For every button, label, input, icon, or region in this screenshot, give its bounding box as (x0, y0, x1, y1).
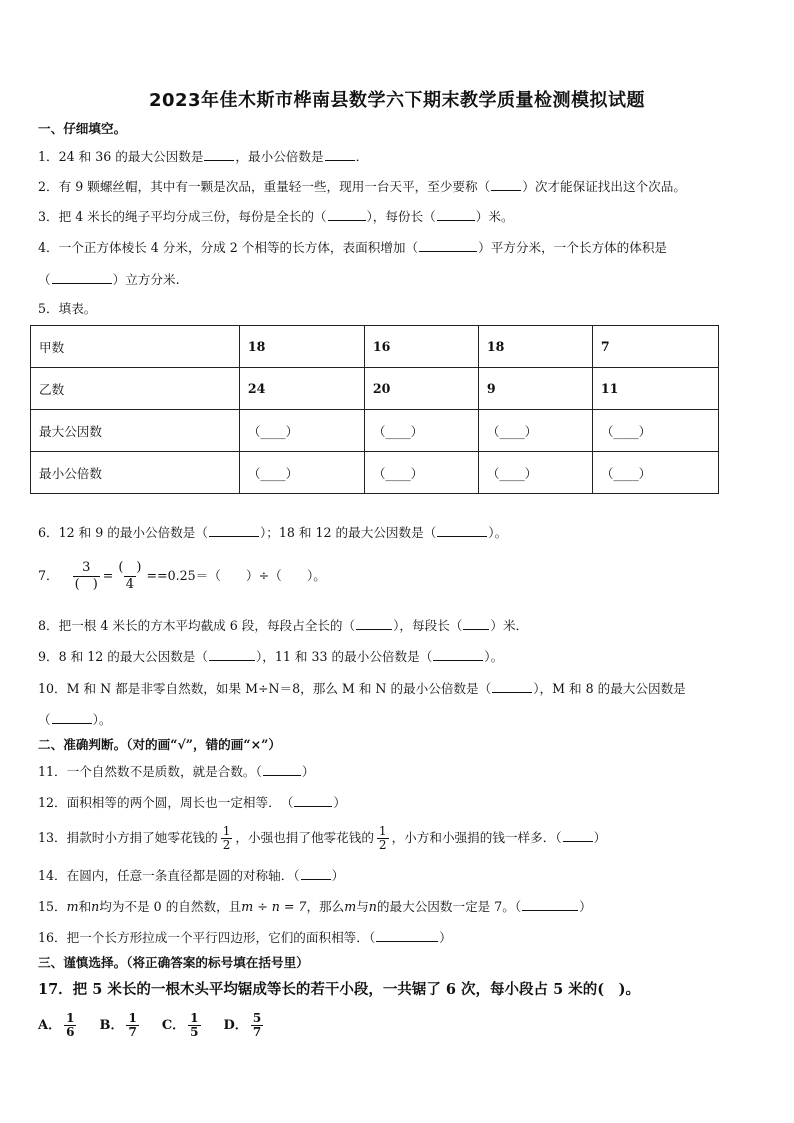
table-cell[interactable]: （____） (478, 452, 592, 494)
table-cell: 18 (239, 326, 364, 368)
q13-text-b: ，小强也捐了他零花钱的 (235, 830, 374, 845)
q4-text-d: ）立方分米. (112, 272, 180, 287)
q7-number: 7． (38, 568, 59, 583)
question-2 (38, 178, 686, 195)
question-8 (38, 617, 528, 634)
q15-text-g: ） (579, 899, 592, 914)
question-4 (38, 239, 667, 256)
fill-table (30, 325, 719, 494)
q8-blank-1[interactable] (356, 617, 392, 630)
q9-blank-1[interactable] (209, 648, 255, 661)
q15-text-a: 15． (38, 899, 67, 914)
question-3 (38, 208, 514, 225)
q3-blank-1[interactable] (328, 208, 366, 221)
q6-text-b: ）；18 和 12 的最大公因数是（ (260, 525, 437, 540)
question-16 (38, 929, 452, 946)
q15-expression: m ÷ n = 7 (241, 899, 307, 914)
question-4-cont (38, 271, 180, 288)
table-cell[interactable]: （____） (364, 410, 478, 452)
q10-blank-2[interactable] (52, 711, 92, 724)
q10-text-b: ），M 和 8 的最大公因数是 (533, 681, 686, 696)
question-17-options (38, 1006, 286, 1045)
option-label: C． (161, 1018, 186, 1033)
q10-text-c: （ (38, 712, 51, 727)
q7-f2-numerator[interactable]: ( ) (118, 560, 142, 575)
q13-f2-num: 1 (378, 824, 387, 838)
q4-blank-1[interactable] (419, 239, 477, 252)
q15-text-d: ，那么 (306, 899, 345, 914)
table-cell[interactable]: （____） (364, 452, 478, 494)
q3-text-b: ），每份长（ (366, 209, 436, 224)
q7-tail: ==0.25＝（ ）÷（ ）。 (146, 568, 326, 583)
q11-blank[interactable] (263, 763, 301, 776)
q1-blank-1[interactable] (204, 148, 234, 161)
q14-text-a: 14．在圆内，任意一条直径都是圆的对称轴．（ (38, 868, 300, 883)
q7-equals: = (102, 568, 114, 583)
q12-blank[interactable] (294, 794, 332, 807)
option-label: A． (38, 1018, 62, 1033)
fraction-denominator: 7 (128, 1025, 137, 1039)
q3-text-a: 3．把 4 米长的绳子平均分成三份，每份是全长的（ (38, 209, 327, 224)
q9-text-a: 9．8 和 12 的最大公因数是（ (38, 649, 208, 664)
table-cell[interactable]: （____） (239, 452, 364, 494)
table-cell[interactable]: （____） (592, 452, 718, 494)
q11-text-b: ） (301, 764, 315, 779)
q15-text-c: 均为不是 0 的自然数，且 (99, 899, 242, 914)
table-row (31, 452, 719, 494)
q2-text-b: ）次才能保证找出这个次品。 (522, 179, 686, 194)
option-fraction (126, 1012, 138, 1039)
fraction-numerator: 1 (190, 1011, 199, 1025)
question-10-cont (38, 711, 111, 728)
q8-text-b: ），每段长（ (393, 618, 463, 633)
q4-text-c: （ (38, 272, 51, 287)
q7-fraction-2 (116, 560, 143, 593)
table-row (31, 368, 719, 410)
q10-text-a: 10．M 和 N 都是非零自然数，如果 M÷N＝8，那么 M 和 N 的最小公倍数是（ (38, 681, 492, 696)
q8-blank-2[interactable] (463, 617, 489, 630)
option-c[interactable] (162, 1007, 204, 1045)
fraction-numerator: 5 (252, 1011, 262, 1025)
fraction-denominator: 6 (66, 1025, 75, 1039)
q13-text-c: ，小方和小强捐的钱一样多．（ (391, 830, 562, 845)
row-label: 最大公因数 (31, 410, 240, 452)
option-a[interactable] (38, 1007, 79, 1045)
section-3-heading: 三、谨慎选择。（将正确答案的标号填在括号里） (38, 955, 309, 970)
q6-blank-2[interactable] (437, 524, 487, 537)
question-11 (38, 763, 314, 780)
q6-text-c: ）。 (488, 525, 508, 540)
q13-fraction-1 (221, 825, 233, 852)
q15-text-b: 和 (78, 899, 92, 914)
question-1 (38, 148, 368, 165)
q15-blank[interactable] (522, 898, 578, 911)
q15-text-e: 与 (356, 899, 369, 914)
q16-blank[interactable] (376, 929, 438, 942)
table-cell: 18 (478, 326, 592, 368)
q7-f1-denominator[interactable]: ( ) (74, 577, 98, 592)
fraction-denominator: 7 (252, 1025, 262, 1039)
option-fraction (64, 1012, 76, 1039)
question-7 (38, 556, 326, 596)
q6-blank-1[interactable] (209, 524, 259, 537)
q10-text-d: ）。 (92, 712, 112, 727)
section-2-heading: 二、准确判断。（对的画“√”，错的画“×”） (38, 737, 282, 752)
q15-text-f: 的最大公因数一定是 7。（ (376, 899, 522, 914)
row-label: 甲数 (31, 326, 240, 368)
table-cell: 11 (592, 368, 718, 410)
q14-text-b: ） (331, 868, 345, 883)
page-title: 2023年佳木斯市桦南县数学六下期末教学质量检测模拟试题 (148, 90, 646, 111)
q2-blank[interactable] (491, 178, 521, 191)
q10-blank-1[interactable] (492, 680, 532, 693)
q13-fraction-2 (377, 825, 389, 852)
q7-fraction-1 (73, 560, 100, 593)
q9-text-b: ），11 和 33 的最小公倍数是（ (256, 649, 433, 664)
table-cell: 16 (364, 326, 478, 368)
q1-text-b: ，最小公倍数是 (235, 149, 324, 164)
q12-text-a: 12．面积相等的两个圆，周长也一定相等． （ (38, 795, 294, 810)
q13-blank[interactable] (563, 829, 593, 842)
option-label: D． (223, 1018, 248, 1033)
q7-f2-denominator: 4 (125, 577, 135, 592)
q13-text-d: ） (593, 830, 607, 845)
q13-text-a: 13．捐款时小方捐了她零花钱的 (38, 830, 218, 845)
table-cell[interactable]: （____） (592, 410, 718, 452)
q8-text-c: ）米． (490, 618, 529, 633)
question-14 (38, 867, 344, 884)
option-label: B． (99, 1018, 124, 1033)
q1-text-c: ． (355, 149, 369, 164)
q15-var-m-2: m (344, 899, 357, 914)
option-fraction (188, 1012, 200, 1039)
q4-text-b: ）平方分米，一个长方体的体积是 (478, 240, 667, 255)
q15-var-n: n (91, 899, 100, 914)
fraction-numerator: 1 (128, 1011, 137, 1025)
q9-text-c: ）。 (484, 649, 504, 664)
table-row (31, 410, 719, 452)
q9-blank-2[interactable] (433, 648, 483, 661)
option-d[interactable] (224, 1007, 267, 1045)
table-cell: 24 (239, 368, 364, 410)
row-label: 乙数 (31, 368, 240, 410)
q15-var-n-2: n (368, 899, 377, 914)
table-cell: 9 (478, 368, 592, 410)
question-17: 17．把 5 米长的一根木头平均锯成等长的若干小段，一共锯了 6 次，每小段占 5 米的( )。 (38, 981, 640, 998)
q3-text-c: ）米。 (475, 209, 514, 224)
q3-blank-2[interactable] (437, 208, 475, 221)
question-6 (38, 524, 507, 541)
question-10 (38, 680, 686, 697)
fraction-numerator: 1 (66, 1011, 75, 1025)
option-fraction (251, 1012, 263, 1039)
table-cell[interactable]: （____） (478, 410, 592, 452)
q1-text-a: 1．24 和 36 的最大公因数是 (38, 149, 204, 164)
table-row (31, 326, 719, 368)
fraction-denominator: 5 (190, 1025, 199, 1039)
q2-text-a: 2．有 9 颗螺丝帽，其中有一颗是次品，重量轻一些，现用一台天平，至少要称（ (38, 179, 491, 194)
q14-blank[interactable] (301, 867, 331, 880)
q4-blank-2[interactable] (52, 271, 112, 284)
question-5-label: 5．填表。 (38, 301, 97, 316)
q8-text-a: 8．把一根 4 米长的方木平均截成 6 段，每段占全长的（ (38, 618, 356, 633)
q4-text-a: 4．一个正方体棱长 4 分米，分成 2 个相等的长方体，表面积增加（ (38, 240, 419, 255)
section-1-heading: 一、仔细填空。 (38, 121, 127, 136)
table-cell[interactable]: （____） (239, 410, 364, 452)
q6-text-a: 6．12 和 9 的最小公倍数是（ (38, 525, 208, 540)
table-cell: 20 (364, 368, 478, 410)
q13-f1-den: 2 (222, 838, 231, 852)
option-b[interactable] (99, 1007, 141, 1045)
q13-f2-den: 2 (378, 838, 387, 852)
question-12 (38, 794, 346, 811)
table-cell: 7 (592, 326, 718, 368)
q11-text-a: 11．一个自然数不是质数，就是合数。（ (38, 764, 262, 779)
question-15 (38, 898, 592, 915)
q15-var-m: m (66, 899, 79, 914)
q13-f1-num: 1 (222, 824, 231, 838)
q12-text-b: ） (333, 795, 346, 810)
question-13 (38, 822, 606, 854)
q1-blank-2[interactable] (325, 148, 355, 161)
q16-text-b: ） (439, 930, 452, 945)
q7-f1-numerator: 3 (82, 560, 91, 575)
row-label: 最小公倍数 (31, 452, 240, 494)
question-9 (38, 648, 503, 665)
q16-text-a: 16．把一个长方形拉成一个平行四边形，它们的面积相等．（ (38, 930, 376, 945)
